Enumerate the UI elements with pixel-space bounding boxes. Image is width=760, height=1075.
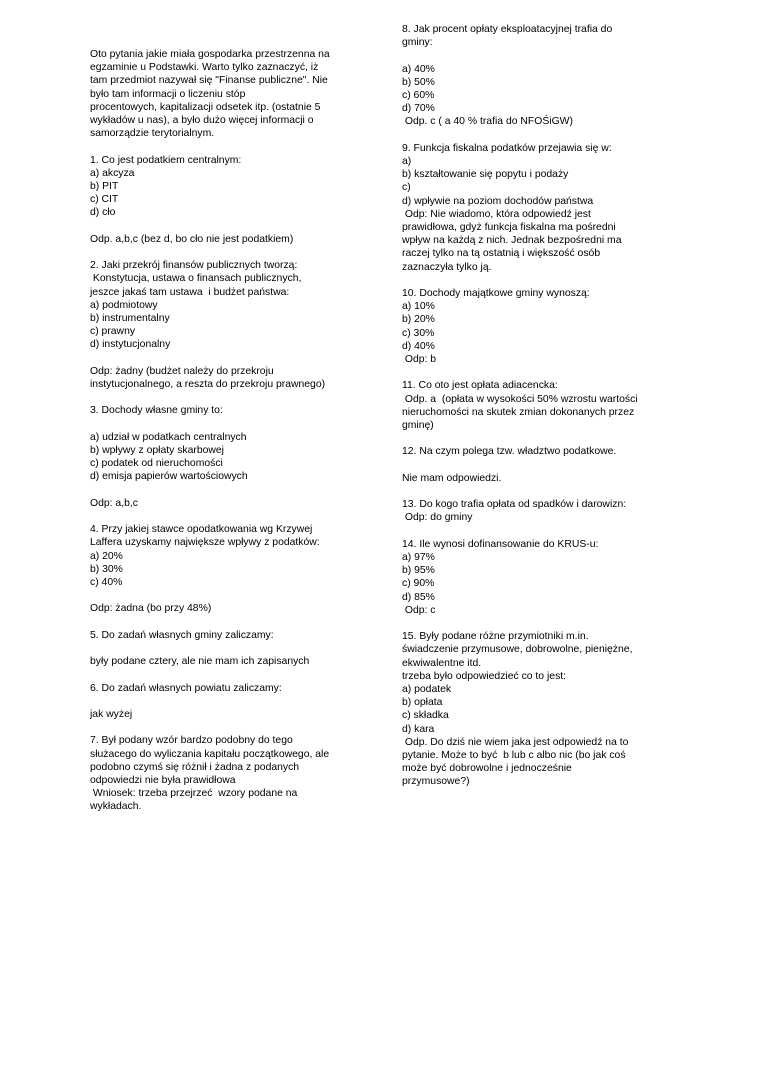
text-line: 7. Był podany wzór bardzo podobny do tego xyxy=(90,735,293,747)
text-line: Nie mam odpowiedzi. xyxy=(402,472,502,484)
text-line: 3. Dochody własne gminy to: xyxy=(90,405,223,417)
text-line: Odp. a,b,c (bez d, bo cło nie jest podatkiem) xyxy=(90,233,294,245)
text-line xyxy=(402,366,670,379)
text-line: Odp: c xyxy=(402,604,436,616)
text-line: wykładów u nas), a było dużo więcej informacji o xyxy=(90,115,314,127)
text-line: c) CIT xyxy=(90,194,119,206)
text-line: egzaminie u Podstawki. Warto tylko zaznaczyć, iż xyxy=(90,62,319,74)
text-line xyxy=(402,432,670,445)
left-text-column xyxy=(90,48,362,814)
text-line xyxy=(402,525,670,538)
text-line: wpływ na każdą z nich. Jednak bezpośredni ma xyxy=(402,235,622,247)
text-line: b) instrumentalny xyxy=(90,313,170,325)
text-line xyxy=(90,246,362,259)
text-line: c) podatek od nieruchomości xyxy=(90,458,223,470)
text-line: 11. Co oto jest opłata adiacencka: xyxy=(402,380,558,392)
text-line: wykładach. xyxy=(90,801,142,813)
text-line xyxy=(90,418,362,431)
text-line: a) 97% xyxy=(402,552,435,563)
text-line: c) składka xyxy=(402,710,449,722)
text-line: może być dobrowolne i jednocześnie xyxy=(402,763,572,775)
text-line: ekwiwalentne itd. xyxy=(402,657,482,669)
text-line: 6. Do zadań własnych powiatu zaliczamy: xyxy=(90,682,282,694)
text-line: a) 10% xyxy=(402,301,435,313)
text-line: d) instytucjonalny xyxy=(90,339,171,351)
text-line: Odp: żadna (bo przy 48%) xyxy=(90,603,212,615)
text-line xyxy=(402,459,670,472)
text-line: 2. Jaki przekrój finansów publicznych tworzą: xyxy=(90,260,298,272)
text-line: a) podatek xyxy=(402,684,452,696)
text-line: c) xyxy=(402,182,411,194)
text-line: gminy: xyxy=(402,37,433,49)
text-line: d) 70% xyxy=(402,103,435,115)
text-line: c) 90% xyxy=(402,578,435,590)
text-line: świadczenie przymusowe, dobrowolne, pieniężne, xyxy=(402,644,633,656)
text-line: Odp: Nie wiadomo, która odpowiedź jest xyxy=(402,208,591,220)
text-line: b) 20% xyxy=(402,314,435,326)
text-line: 13. Do kogo trafia opłata od spadków i darowizn: xyxy=(402,499,627,511)
text-line: Odp. a (opłata w wysokości 50% wzrostu wartości xyxy=(402,393,638,405)
text-line: c) 40% xyxy=(90,577,123,588)
text-line: 1. Co jest podatkiem centralnym: xyxy=(90,154,242,166)
text-line: 10. Dochody majątkowe gminy wynoszą: xyxy=(402,288,590,300)
text-line: c) prawny xyxy=(90,326,136,338)
text-line: jak wyżej xyxy=(90,708,133,720)
text-line: nieruchomości na skutek zmian dokonanych przez xyxy=(402,406,635,418)
text-line: Laffera uzyskamy największe wpływy z podatków: xyxy=(90,537,320,549)
text-line: 15. Były podane różne przymiotniki m.in. xyxy=(402,631,589,643)
text-line: d) kara xyxy=(402,723,435,735)
text-line xyxy=(402,49,670,62)
text-line: trzeba było odpowiedzieć co to jest: xyxy=(402,670,567,682)
text-line: było tam informacji o liczeniu stóp xyxy=(90,88,246,100)
text-line: Konstytucja, ustawa o finansach publicznych, xyxy=(90,273,302,285)
text-line: 9. Funkcja fiskalna podatków przejawia się w: xyxy=(402,142,612,154)
text-line: raczej tylko na tą ostatnią i większość osób xyxy=(402,248,601,260)
text-line: prawidłowa, gdyż funkcja fiskalna ma pośredni xyxy=(402,222,616,234)
text-line: a) xyxy=(402,156,412,167)
text-line: 12. Na czym polega tzw. władztwo podatkowe. xyxy=(402,446,617,458)
text-line xyxy=(90,668,362,681)
text-line: 8. Jak procent opłaty eksploatacyjnej trafia do xyxy=(402,24,613,35)
text-line: 5. Do zadań własnych gminy zaliczamy: xyxy=(90,629,274,641)
text-line xyxy=(90,510,362,523)
text-line: d) cło xyxy=(90,207,116,219)
text-line xyxy=(402,129,670,142)
text-line: c) 60% xyxy=(402,90,435,101)
text-line: były podane cztery, ale nie mam ich zapisanych xyxy=(90,656,310,668)
text-line: służacego do wyliczania kapitału początkowego, ale xyxy=(90,748,330,760)
text-line xyxy=(90,721,362,734)
text-line: c) 30% xyxy=(402,327,435,339)
text-line: d) 85% xyxy=(402,591,435,603)
text-line: tam przedmiot nazywał się "Finanse publiczne". Nie xyxy=(90,75,328,87)
text-line: b) 50% xyxy=(402,76,435,88)
text-line: podobno czymś się różnił i żadna z podanych xyxy=(90,761,300,773)
text-line: a) udział w podatkach centralnych xyxy=(90,431,247,443)
text-line: a) podmiotowy xyxy=(90,299,158,311)
text-line: b) opłata xyxy=(402,697,443,709)
text-line xyxy=(402,485,670,498)
text-line: b) 95% xyxy=(402,565,435,577)
text-line: samorządzie terytorialnym. xyxy=(90,128,215,140)
text-line: odpowiedzi nie była prawidłowa xyxy=(90,774,236,786)
text-line: procentowych, kapitalizacji odsetek itp. (ostatnie 5 xyxy=(90,101,321,113)
text-line xyxy=(90,642,362,655)
text-line: b) 30% xyxy=(90,563,123,575)
text-line: a) akcyza xyxy=(90,167,135,179)
text-line: 4. Przy jakiej stawce opodatkowania wg Krzywej xyxy=(90,524,313,536)
text-line: Odp: a,b,c xyxy=(90,497,138,509)
text-line xyxy=(90,352,362,365)
text-line: pytanie. Może to być b lub c albo nic (bo jak coś xyxy=(402,750,626,762)
text-line: b) kształtowanie się popytu i podaży xyxy=(402,169,569,181)
text-line: przymusowe?) xyxy=(402,776,470,788)
text-line xyxy=(90,220,362,233)
text-line: b) PIT xyxy=(90,181,119,193)
text-line: jeszce jakaś tam ustawa i budżet państwa: xyxy=(90,286,290,298)
text-line: a) 20% xyxy=(90,550,123,562)
text-line xyxy=(90,391,362,404)
text-line: a) 40% xyxy=(402,63,435,75)
text-line: Wniosek: trzeba przejrzeć wzory podane na xyxy=(90,788,298,800)
text-line: gminę) xyxy=(402,420,434,432)
text-line xyxy=(402,617,670,630)
text-line xyxy=(90,589,362,602)
text-line xyxy=(90,484,362,497)
text-line: d) emisja papierów wartościowych xyxy=(90,471,248,483)
text-line: Odp: do gminy xyxy=(402,512,473,524)
text-line: 14. Ile wynosi dofinansowanie do KRUS-u: xyxy=(402,538,599,550)
text-line xyxy=(402,274,670,287)
text-line: Odp: żadny (budżet należy do przekroju xyxy=(90,365,274,377)
text-line xyxy=(90,140,362,153)
text-line: zaznaczyła tylko ją. xyxy=(402,261,492,273)
text-line xyxy=(90,695,362,708)
text-line: Oto pytania jakie miała gospodarka przestrzenna na xyxy=(90,49,330,60)
text-line: d) wpływie na poziom dochodów państwa xyxy=(402,195,594,207)
text-line: d) 40% xyxy=(402,340,435,352)
text-line: Odp. Do dziś nie wiem jaka jest odpowiedź na to xyxy=(402,736,629,748)
right-text-column xyxy=(402,23,670,789)
text-line: instytucjonalnego, a reszta do przekroju prawnego) xyxy=(90,379,326,391)
text-line xyxy=(90,616,362,629)
text-line: Odp. c ( a 40 % trafia do NFOŚiGW) xyxy=(402,116,573,128)
text-line: b) wpływy z opłaty skarbowej xyxy=(90,445,224,456)
text-line: Odp: b xyxy=(402,354,437,366)
